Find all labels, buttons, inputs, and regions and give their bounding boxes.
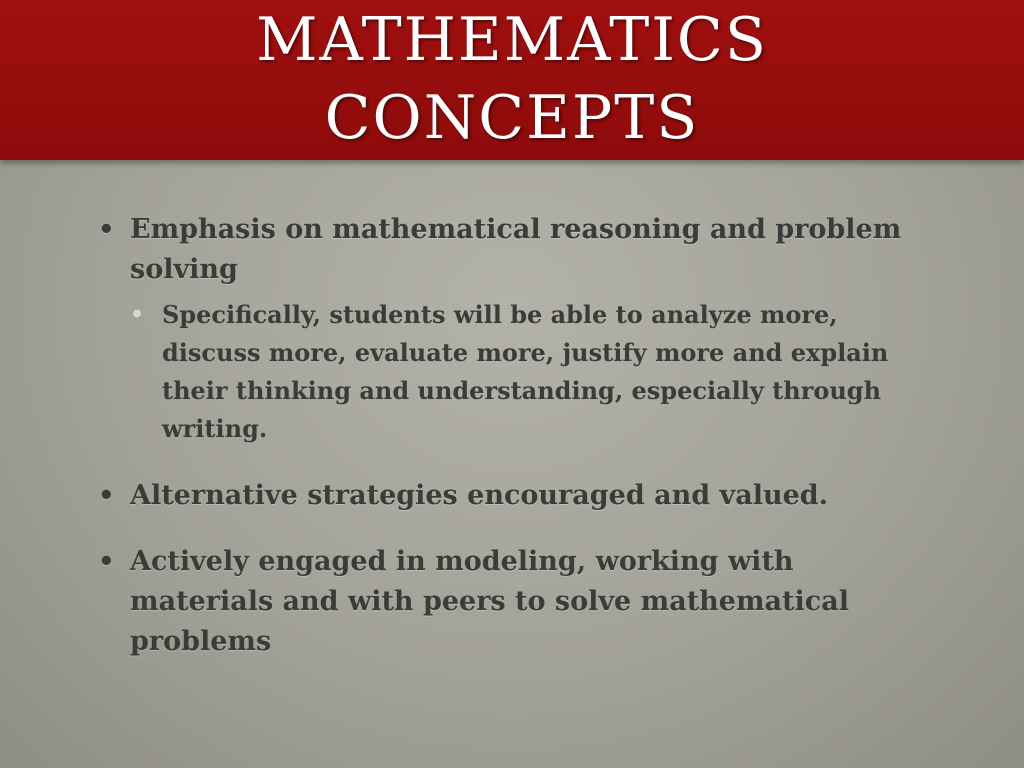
bullet-text: Alternative strategies encouraged and valued. xyxy=(130,480,829,511)
bullet-text: Emphasis on mathematical reasoning and problem solving xyxy=(130,214,902,285)
sub-bullet-icon: • xyxy=(130,302,145,328)
slide-title-line-2: CONCEPTS xyxy=(324,83,700,153)
bullet-icon: • xyxy=(98,547,115,577)
slide-body xyxy=(96,210,916,662)
bullet-text: Actively engaged in modeling, working with materials and with peers to solve mathematical problems xyxy=(130,546,849,657)
sub-bullet-item xyxy=(130,296,922,448)
bullet-item xyxy=(96,542,916,662)
bullet-icon: • xyxy=(98,481,115,511)
slide-title-line-1: MATHEMATICS xyxy=(256,5,768,75)
bullet-item xyxy=(96,210,916,290)
title-bar xyxy=(0,0,1024,160)
bullet-icon: • xyxy=(98,215,115,245)
bullet-item xyxy=(96,476,916,516)
sub-bullet-text: Specifically, students will be able to analyze more, discuss more, evaluate more, justify more and explain their thinking and understanding, especially through writing. xyxy=(162,300,889,443)
